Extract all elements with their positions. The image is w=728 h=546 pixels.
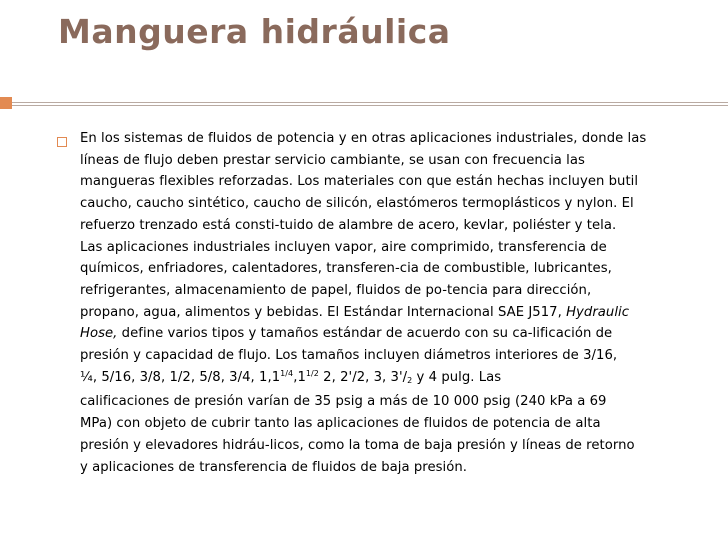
paragraph-line: En los sistemas de fluidos de potencia y en otras aplicaciones industriales, donde las [80,131,647,146]
title-divider-line-lower [12,105,728,106]
paragraph-line: MPa) con objeto de cubrir tanto las aplicaciones de fluidos de potencia de alta [80,416,601,432]
paragraph-text: define varios tipos y tamaños estándar de acuerdo con su ca-lificación de [117,326,613,342]
paragraph-line: Las aplicaciones industriales incluyen vapor, aire comprimido, transferencia de [80,239,607,255]
paragraph-line: presión y capacidad de flujo. Los tamaños incluyen diámetros interiores de 3/16, [80,348,618,364]
paragraph-line: líneas de flujo deben prestar servicio cambiante, se usan con frecuencia las [80,152,585,168]
slide-title: Manguera hidráulica [58,12,451,51]
paragraph-line: presión y elevadores hidráu-licos, como la toma de baja presión y líneas de retorno [80,437,635,453]
paragraph-text: propano, agua, alimentos y bebidas. El Estándar Internacional SAE J517, [80,304,567,320]
title-divider-line [12,102,728,103]
paragraph-line: mangueras flexibles reforzadas. Los materiales con que están hechas incluyen butil [80,174,639,190]
fraction-superscript: 1/4 [280,368,294,378]
paragraph-text: y 4 pulg. Las [412,369,502,385]
paragraph-text: 2, 2'/2, 3, 3'/ [318,369,408,385]
paragraph-line: refrigerantes, almacenamiento de papel, fluidos de po-tencia para dirección, [80,282,592,298]
standard-name-italic: Hydraulic [566,304,630,320]
paragraph-line: químicos, enfriadores, calentadores, transferen-cia de combustible, lubricantes, [80,261,612,277]
paragraph-line [80,323,692,345]
title-accent-square [0,97,12,109]
bullet-paragraph [80,128,692,478]
hollow-square-bullet-icon [57,137,67,147]
standard-name-italic: Hose, [80,326,118,342]
fraction-superscript: 1/2 [305,368,319,378]
paragraph-line [80,302,692,324]
paragraph-line: y aplicaciones de transferencia de fluidos de baja presión. [80,459,468,475]
paragraph-line: calificaciones de presión varían de 35 psig a más de 10 000 psig (240 kPa a 69 [80,394,607,410]
fraction-subscript: 2 [407,375,413,385]
paragraph-line: caucho, caucho sintético, caucho de silicón, elastómeros termoplásticos y nylon. El [80,196,634,212]
paragraph-text: ¼, 5/16, 3/8, 1/2, 5/8, 3/4, 1,1 [80,369,281,385]
paragraph-line: refuerzo trenzado está consti-tuido de alambre de acero, kevlar, poliéster y tela. [80,217,617,233]
paragraph-text: ,1 [293,369,306,385]
paragraph-line [80,367,692,389]
